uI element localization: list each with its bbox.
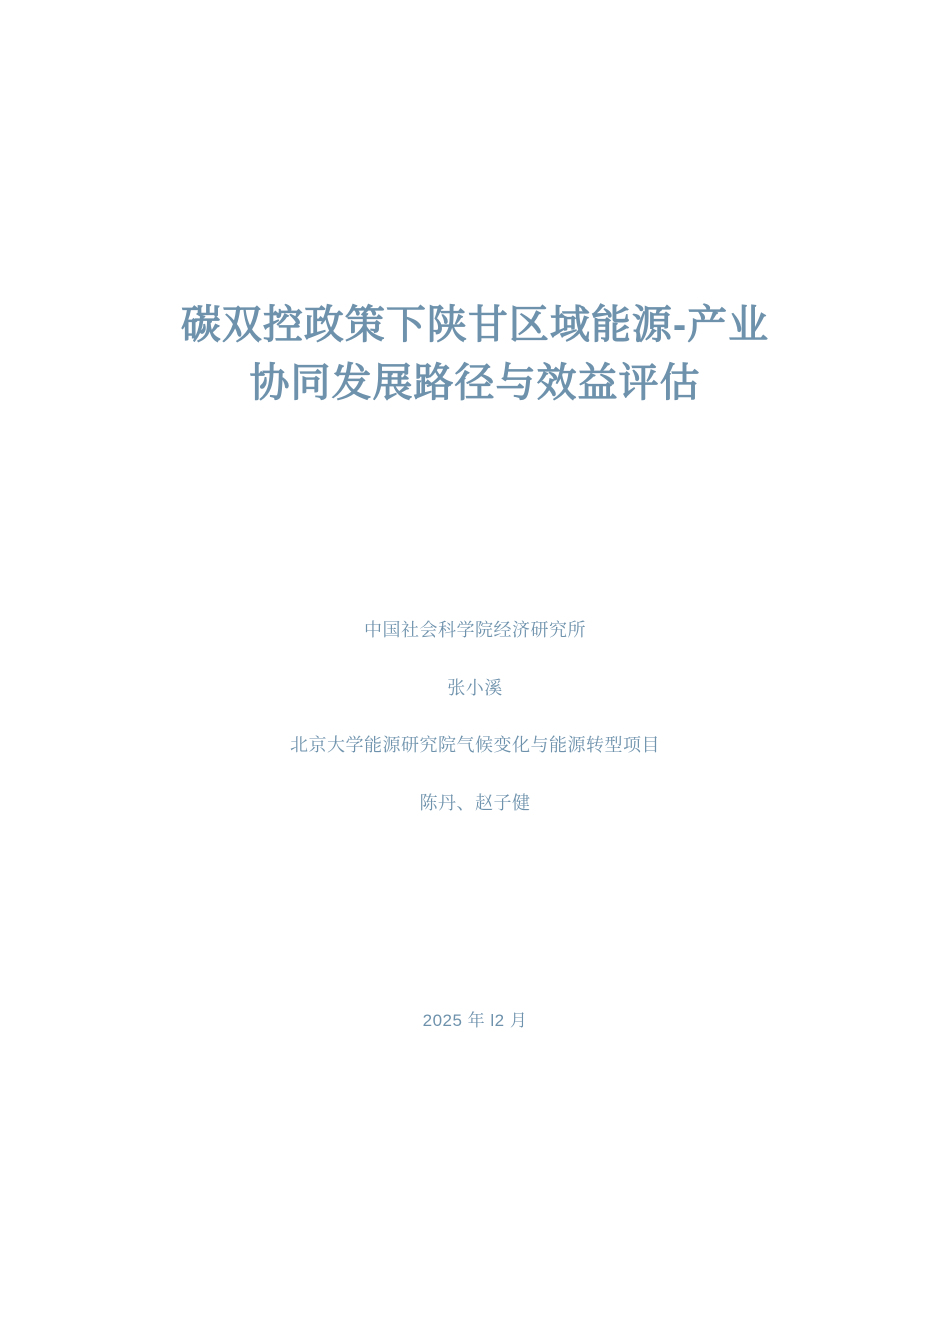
title-line-1: 碳双控政策下陕甘区域能源‑产业 [180,303,770,347]
affiliation-block [0,620,950,814]
affiliation-author-2: 陈丹、赵子健 [419,792,531,813]
affiliation-author-1: 张小溪 [447,677,503,698]
page-title [0,296,950,412]
date-block [0,1006,950,1031]
affiliation-institution-1: 中国社会科学院经济研究所 [364,620,586,640]
title-line-2: 协同发展路径与效益评估 [249,361,701,405]
affiliation-institution-2: 北京大学能源研究院气候变化与能源转型项目 [290,735,660,756]
publication-date: 2025 年 l2 月 [422,1011,528,1030]
